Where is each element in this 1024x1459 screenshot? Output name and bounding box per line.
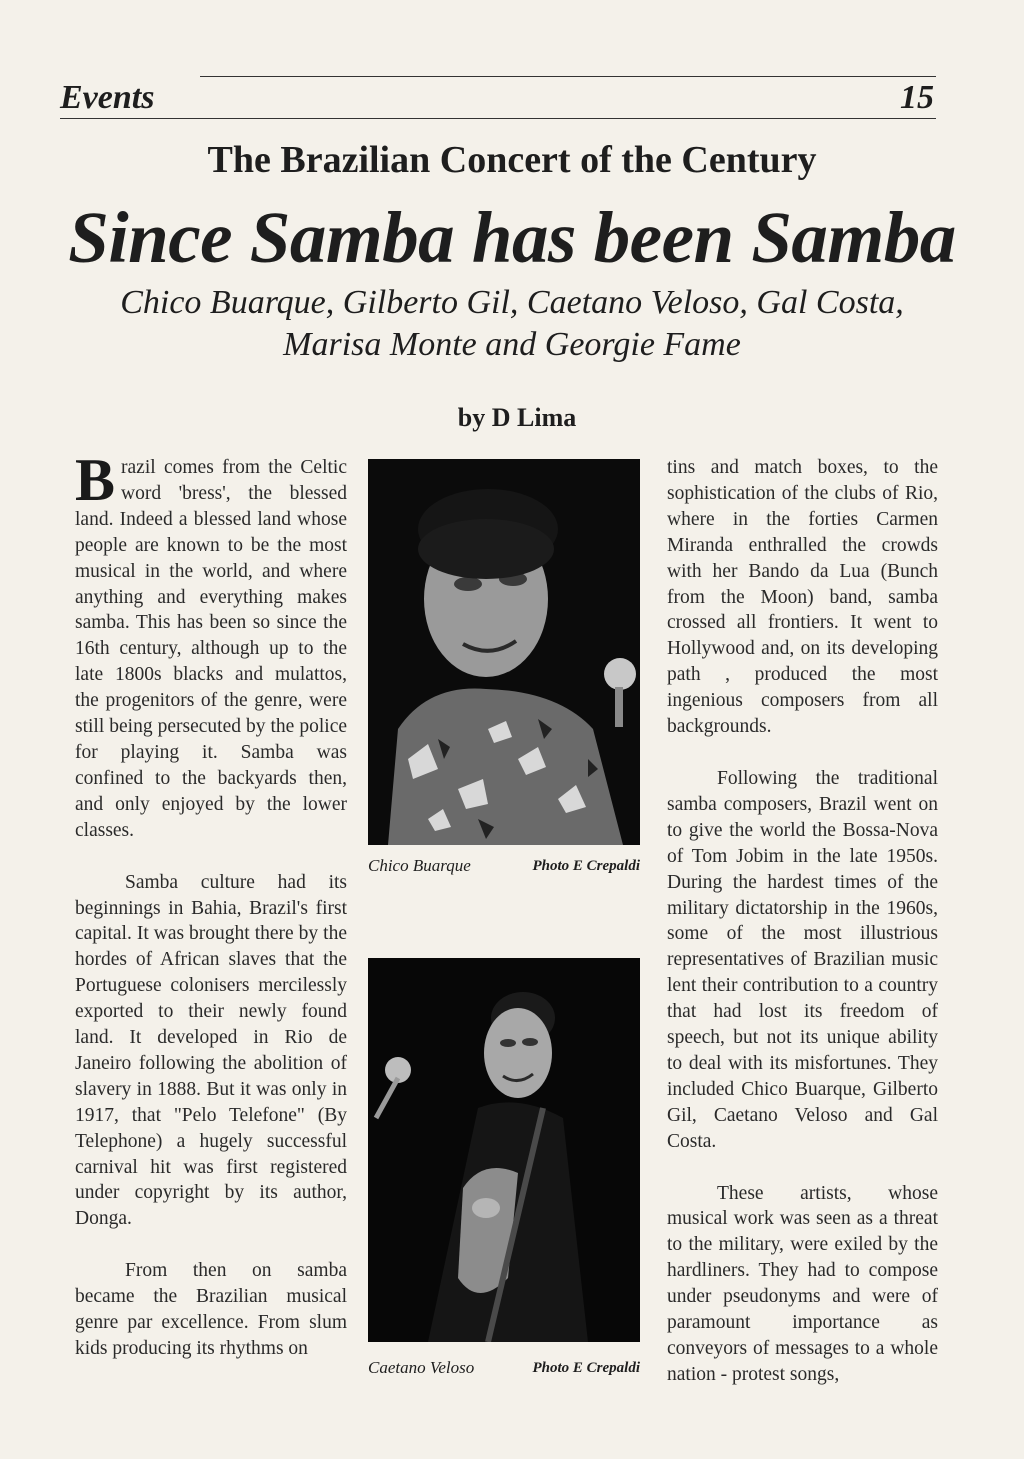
photo-caetano-veloso — [368, 958, 640, 1342]
portrait-image — [368, 958, 640, 1342]
right-paragraph-2: Following the traditional samba composers, Brazil went on to give the world the Bossa-Nova of Tom Jobim in the late 1950s. During the hardest times of the military dictatorship in the 1960s, some of the most illustrious representatives of Brazilian music lent their contribution to a country that had lost its freedom of speech, but not its unique ability to deal with its misfortunes. They included Chico Buarque, Gilberto Gil, Caetano Veloso and Gal Costa. — [667, 767, 938, 1152]
caption-photo-1 — [368, 856, 640, 876]
left-paragraph-2: Samba culture had its beginnings in Bahia, Brazil's first capital. It was brought there by the hordes of African slaves that the Portuguese colonisers mercilessly exported to their newly found land. It developed in Rio de Janeiro following the abolition of slavery in 1888. But it was only in 1917, that "Pelo Telefone" (By Telephone) a hugely successful carnival hit was first registered under copyright by its author, Donga. — [75, 871, 347, 1230]
subhead-line-1: Chico Buarque, Gilberto Gil, Caetano Veloso, Gal Costa, — [120, 284, 904, 321]
left-paragraph-1 — [75, 447, 347, 844]
article-byline: by D Lima — [457, 403, 577, 432]
right-column — [667, 455, 938, 1388]
left-column — [75, 447, 347, 1362]
caption-credit: Photo E Crepaldi — [532, 858, 640, 874]
page-number: 15 — [900, 79, 934, 116]
caption-credit: Photo E Crepaldi — [532, 1360, 640, 1376]
caption-photo-2 — [368, 1358, 640, 1378]
article-headline: Since Samba has been Samba — [68, 197, 956, 278]
caption-subject: Caetano Veloso — [368, 1358, 475, 1377]
section-label: Events — [60, 79, 155, 116]
caption-subject: Chico Buarque — [368, 856, 471, 875]
article-kicker: The Brazilian Concert of the Century — [207, 139, 817, 181]
left-paragraph-3: From then on samba became the Brazilian musical genre par excellence. From slum kids producing its rhythms on — [75, 1260, 347, 1359]
drop-cap: B — [75, 447, 116, 513]
portrait-image — [368, 459, 640, 845]
header-rule-bottom — [60, 118, 936, 119]
right-paragraph-1: tins and match boxes, to the sophistication of the clubs of Rio, where in the forties Carmen Miranda enthralled the crowds with her Bando da Lua (Bunch from the Moon) band, samba crossed all frontiers. It went to Hollywood and, on its developing path , produced the most ingenious composers from all backgrounds. — [667, 457, 938, 738]
photo-chico-buarque — [368, 459, 640, 845]
right-paragraph-3: These artists, whose musical work was seen as a threat to the military, were exiled by the hardliners. They had to compose under pseudonyms and were of paramount importance as conveyors of messages to a whole nation - protest songs, — [667, 1182, 938, 1385]
article-subhead — [60, 282, 964, 366]
header-rule-top — [200, 76, 936, 77]
left-paragraph-1-text: razil comes from the Celtic word 'bress', the blessed land. Indeed a blessed land whose people are known to be the most musical in the world, and where anything and everything makes samba. This has been so since the 16th century, although up to the late 1800s blacks and mulattos, the progenitors of the genre, were still being persecuted by the police for playing it. Samba was confined to the backyards then, and only enjoyed by the lower classes. — [75, 457, 347, 841]
subhead-line-2: Marisa Monte and Georgie Fame — [283, 326, 741, 363]
